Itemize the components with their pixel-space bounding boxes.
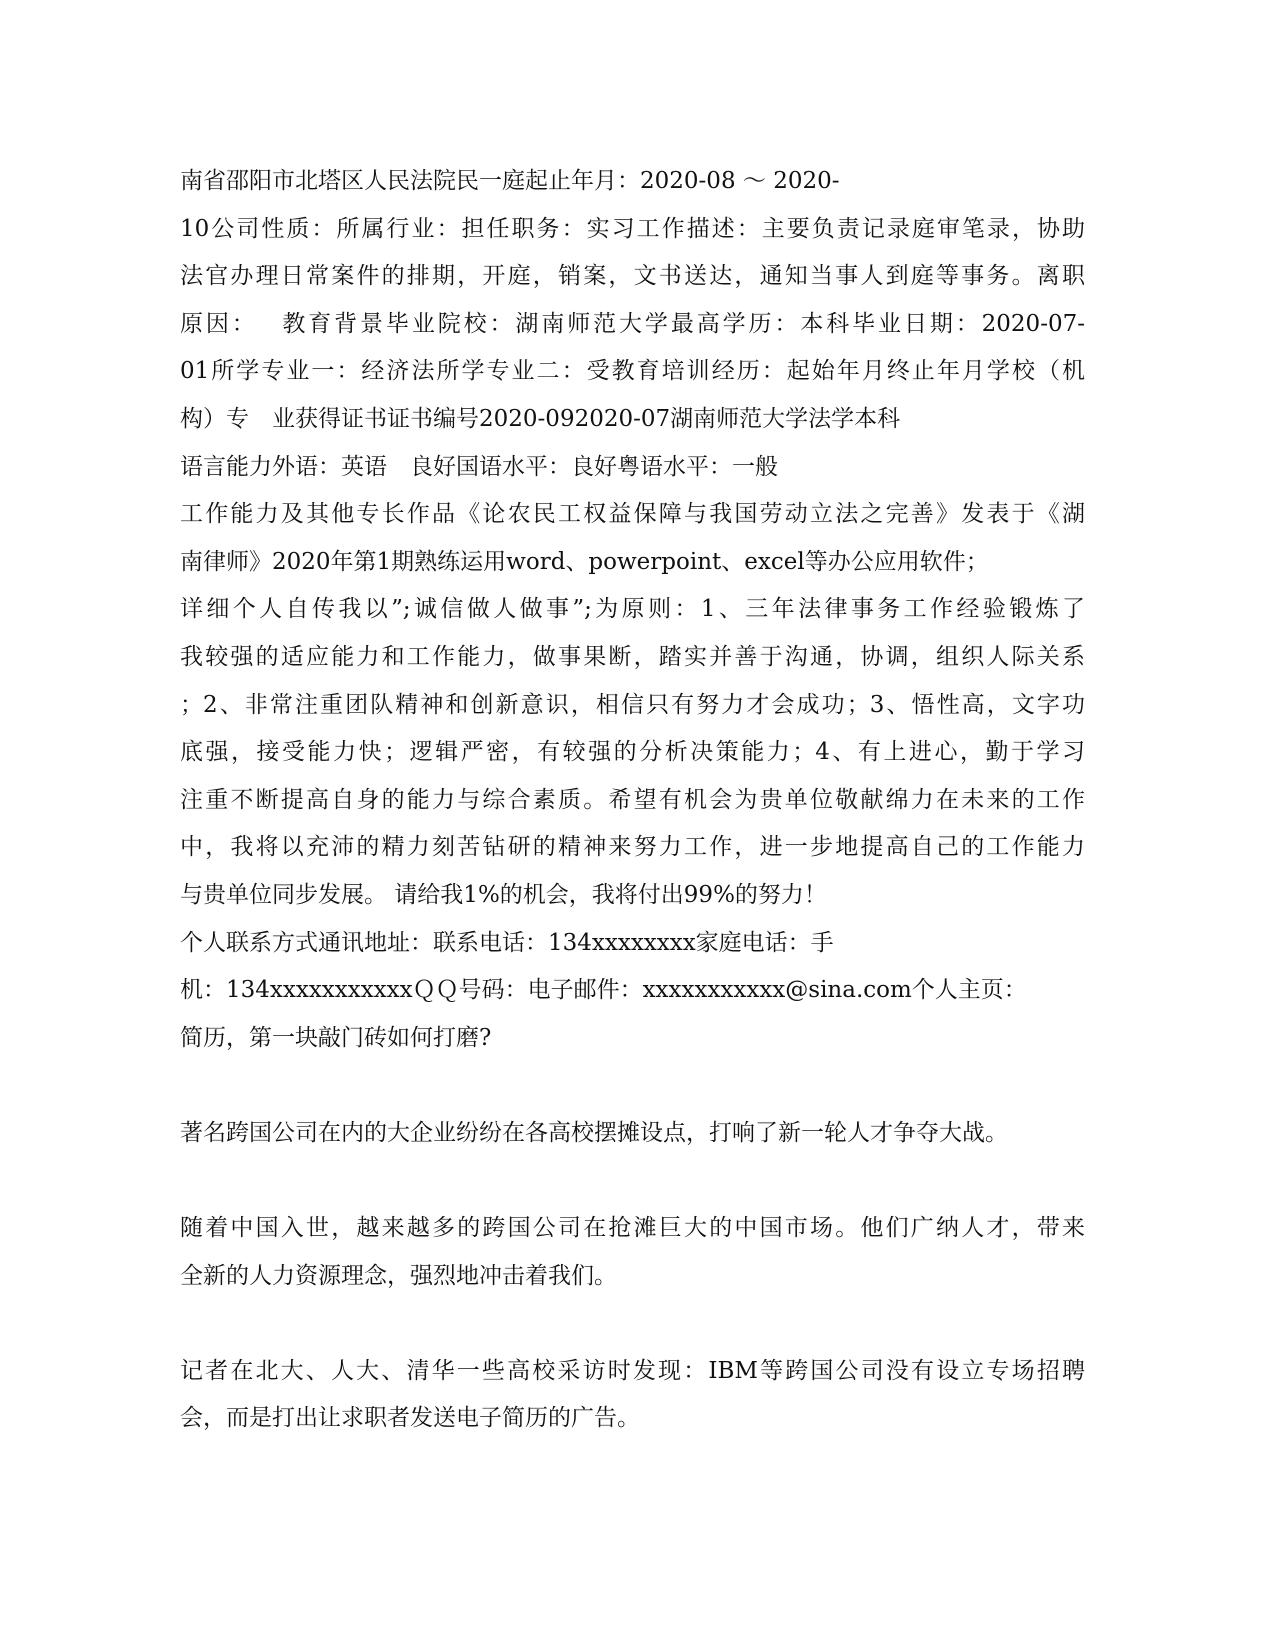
text-line: 中，我将以充沛的精力刻苦钻研的精神来努力工作，进一步地提高自己的工作能力 [180,834,1085,861]
paragraph-gap [180,1300,1085,1348]
text-line: 注重不断提高自身的能力与综合素质。希望有机会为贵单位敬献绵力在未来的工作 [180,786,1085,813]
text-line: 语言能力外语：英语 良好国语水平：良好粤语水平：一般 [180,453,778,480]
text-line: 原因： 教育背景毕业院校：湖南师范大学最高学历：本科毕业日期：2020-07- [180,310,1085,337]
paragraph-1: 著名跨国公司在内的大企业纷纷在各高校摆摊设点，打响了新一轮人才争夺大战。 [180,1119,1008,1146]
paragraph-3-line: 会，而是打出让求职者发送电子简历的广告。 [180,1405,640,1432]
text-line: 法官办理日常案件的排期，开庭，销案，文书送达，通知当事人到庭等事务。离职 [180,263,1085,290]
text-line: 南省邵阳市北塔区人民法院民一庭起止年月：2020-08 ～ 2020- [180,168,840,194]
paragraph-3-line: 记者在北大、人大、清华一些高校采访时发现：IBM等跨国公司没有设立专场招聘 [180,1357,1085,1384]
text-line: 机：134xxxxxxxxxxxＱＱ号码：电子邮件：xxxxxxxxxxx@sina.com个人主页： [180,977,1027,1004]
document-body [180,158,1085,1443]
text-line: 构）专 业获得证书证书编号2020-092020-07湖南师范大学法学本科 [180,405,901,432]
text-line: 01所学专业一：经济法所学专业二：受教育培训经历：起始年月终止年月学校（机 [180,358,1085,385]
text-line: 南律师》2020年第1期熟练运用word、powerpoint、excel等办公应用软件； [180,548,989,575]
text-line: 详细个人自传我以”;诚信做人做事”;为原则：1、三年法律事务工作经验锻炼了 [180,596,1085,623]
text-line: 工作能力及其他专长作品《论农民工权益保障与我国劳动立法之完善》发表于《湖 [180,501,1085,528]
text-line: 个人联系方式通讯地址：联系电话：134xxxxxxxx家庭电话：手 [180,929,834,956]
paragraph-gap [180,1157,1085,1205]
paragraph-2-line: 全新的人力资源理念，强烈地冲击着我们。 [180,1262,617,1289]
text-line: 10公司性质：所属行业：担任职务：实习工作描述：主要负责记录庭审笔录，协助 [180,215,1085,242]
text-line: 与贵单位同步发展。 请给我1%的机会，我将付出99%的努力！ [180,881,827,908]
text-line: 简历，第一块敲门砖如何打磨? [180,1024,492,1051]
paragraph-2-line: 随着中国入世，越来越多的跨国公司在抢滩巨大的中国市场。他们广纳人才，带来 [180,1215,1085,1242]
text-line: ；2、非常注重团队精神和创新意识，相信只有努力才会成功；3、悟性高，文字功 [180,691,1085,718]
text-line: 底强，接受能力快；逻辑严密，有较强的分析决策能力；4、有上进心，勤于学习 [180,739,1085,766]
paragraph-gap [180,1062,1085,1110]
text-line: 我较强的适应能力和工作能力，做事果断，踏实并善于沟通，协调，组织人际关系 [180,643,1085,670]
